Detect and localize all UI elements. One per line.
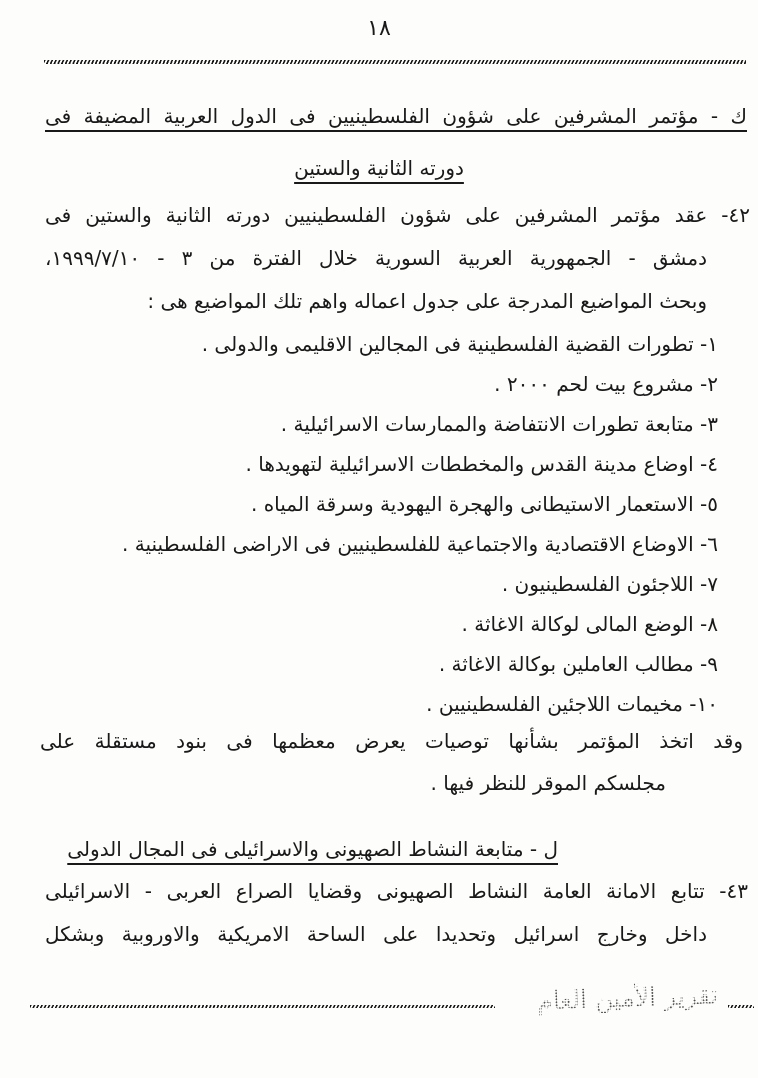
paragraph-43-line1: ٤٣- تتابع الامانة العامة النشاط الصهيونى وقضايا الصراع العربى - الاسرائيلى [45, 879, 748, 903]
topic-item-1: ١- تطورات القضية الفلسطينية فى المجالين الاقليمى والدولى . [201, 332, 718, 356]
paragraph-43-line2: داخل وخارج اسرائيل وتحديدا على الساحة الامريكية والاوروبية وبشكل [45, 922, 707, 946]
footer-dash [728, 1005, 754, 1008]
topic-item-10: ١٠- مخيمات اللاجئين الفلسطينيين . [426, 692, 718, 716]
closing-paragraph-line2: مجلسكم الموقر للنظر فيها . [430, 771, 666, 795]
topic-item-7: ٧- اللاجئون الفلسطينيون . [501, 572, 718, 596]
topic-item-2: ٢- مشروع بيت لحم ٢٠٠٠ . [494, 372, 718, 396]
section-k-heading-line2: دورته الثانية والستين [294, 156, 464, 180]
topics-list [122, 324, 718, 724]
section-l-heading: ل - متابعة النشاط الصهيونى والاسرائيلى فى المجال الدولى [67, 837, 558, 861]
top-divider [44, 60, 746, 64]
page-number: ١٨ [367, 16, 391, 41]
paragraph-42-line1: ٤٢- عقد مؤتمر المشرفين على شؤون الفلسطينيين دورته الثانية والستين فى [45, 203, 750, 227]
footer-stamp-text: تقرير الأمين العام [498, 980, 719, 1017]
topic-item-3: ٣- متابعة تطورات الانتفاضة والممارسات الاسرائيلية . [280, 412, 718, 436]
topic-item-4: ٤- اوضاع مدينة القدس والمخططات الاسرائيلية لتهويدها . [245, 452, 718, 476]
section-k-heading-line1: ك - مؤتمر المشرفين على شؤون الفلسطينيين فى الدول العربية المضيفة فى [45, 104, 747, 128]
topic-item-8: ٨- الوضع المالى لوكالة الاغاثة . [461, 612, 718, 636]
topic-item-6: ٦- الاوضاع الاقتصادية والاجتماعية للفلسطينيين فى الاراضى الفلسطينية . [122, 532, 718, 556]
closing-paragraph-line1: وقد اتخذ المؤتمر بشأنها توصيات يعرض معظمها فى بنود مستقلة على [40, 729, 743, 753]
topic-item-5: ٥- الاستعمار الاستيطانى والهجرة اليهودية وسرقة المياه . [250, 492, 718, 516]
paragraph-42-line2: دمشق - الجمهورية العربية السورية خلال الفترة من ٣ - ١٩٩٩/٧/١٠، [45, 246, 707, 270]
paragraph-42-line3: وبحث المواضيع المدرجة على جدول اعماله واهم تلك المواضيع هى : [147, 289, 707, 313]
footer-divider [30, 1005, 495, 1008]
topic-item-9: ٩- مطالب العاملين بوكالة الاغاثة . [438, 652, 718, 676]
